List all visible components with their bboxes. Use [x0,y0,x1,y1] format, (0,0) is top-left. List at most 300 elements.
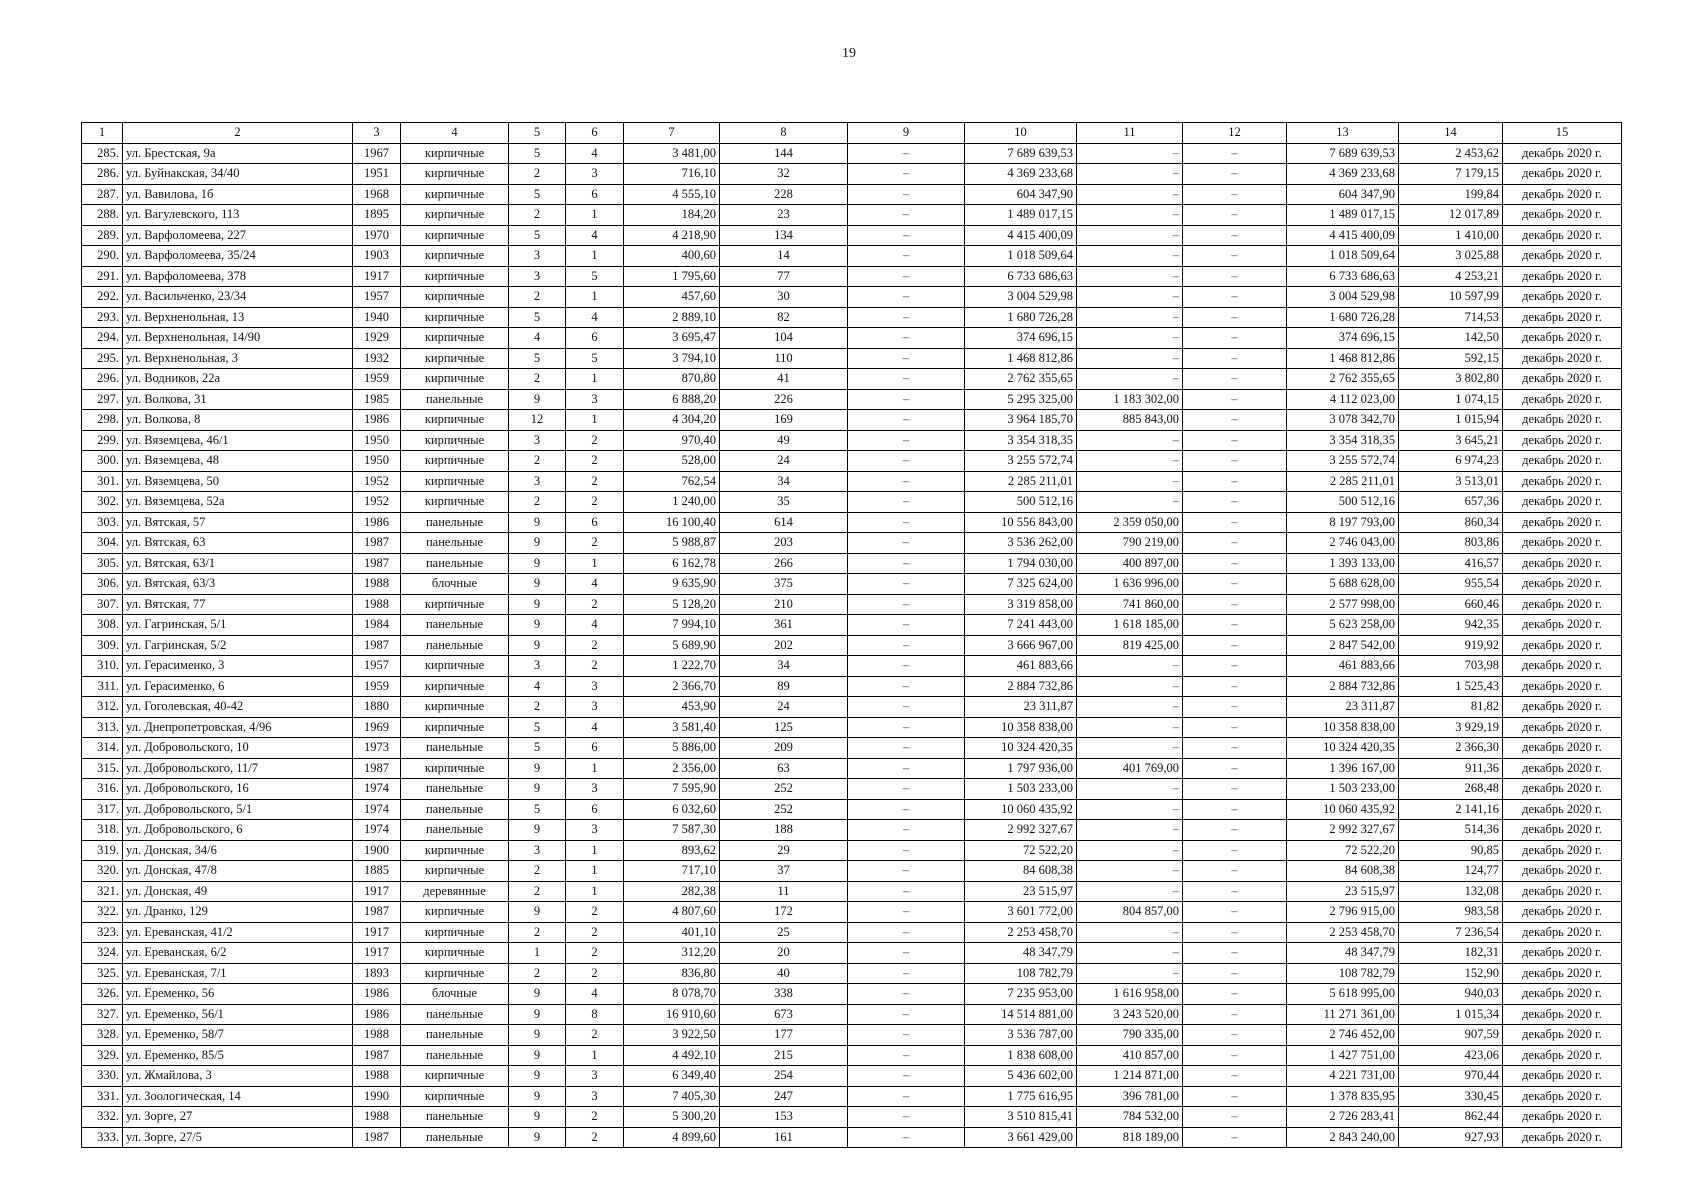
area-cell: 6 349,40 [624,1066,720,1087]
area-cell: 6 888,20 [624,389,720,410]
col11-cell: 790 335,00 [1077,1025,1183,1046]
entrances-cell: 2 [566,1107,624,1128]
year-cell: 1880 [353,697,401,718]
col12-cell: – [1183,307,1287,328]
table-row [82,348,1622,369]
floors-cell: 9 [509,1127,566,1148]
col10-cell: 2 285 211,01 [965,471,1077,492]
area-cell: 4 807,60 [624,902,720,923]
col9-cell: – [848,840,965,861]
col13-cell: 10 358 838,00 [1287,717,1399,738]
col9-cell: – [848,676,965,697]
address-cell: ул. Гагринская, 5/2 [123,635,353,656]
col11-cell: 741 860,00 [1077,594,1183,615]
col13-cell: 1 503 233,00 [1287,779,1399,800]
col13-cell: 23 515,97 [1287,881,1399,902]
col11-cell: – [1077,225,1183,246]
wall-material-cell: кирпичные [401,430,509,451]
col10-cell: 4 415 400,09 [965,225,1077,246]
col12-cell: – [1183,451,1287,472]
residents-cell: 247 [720,1086,848,1107]
col12-cell: – [1183,1107,1287,1128]
col14-cell: 940,03 [1399,984,1503,1005]
deadline-cell: декабрь 2020 г. [1503,225,1622,246]
wall-material-cell: кирпичные [401,471,509,492]
col12-cell: – [1183,779,1287,800]
address-cell: ул. Добровольского, 11/7 [123,758,353,779]
row-number: 328. [82,1025,123,1046]
table-row [82,246,1622,267]
deadline-cell: декабрь 2020 г. [1503,205,1622,226]
col12-cell: – [1183,963,1287,984]
entrances-cell: 2 [566,492,624,513]
col9-cell: – [848,184,965,205]
col13-cell: 2 992 327,67 [1287,820,1399,841]
col10-cell: 2 884 732,86 [965,676,1077,697]
table-row [82,1086,1622,1107]
col12-cell: – [1183,246,1287,267]
col10-cell: 3 964 185,70 [965,410,1077,431]
address-cell: ул. Ереванская, 7/1 [123,963,353,984]
residents-cell: 23 [720,205,848,226]
col13-cell: 2 253 458,70 [1287,922,1399,943]
deadline-cell: декабрь 2020 г. [1503,389,1622,410]
col11-cell: – [1077,369,1183,390]
area-cell: 282,38 [624,881,720,902]
housing-register-table [81,122,1622,1148]
row-number: 300. [82,451,123,472]
row-number: 297. [82,389,123,410]
wall-material-cell: кирпичные [401,840,509,861]
address-cell: ул. Ереванская, 41/2 [123,922,353,943]
deadline-cell: декабрь 2020 г. [1503,676,1622,697]
col14-cell: 1 525,43 [1399,676,1503,697]
entrances-cell: 1 [566,246,624,267]
column-header-12: 12 [1183,123,1287,144]
wall-material-cell: блочные [401,574,509,595]
table-row [82,266,1622,287]
col14-cell: 142,50 [1399,328,1503,349]
row-number: 323. [82,922,123,943]
col12-cell: – [1183,143,1287,164]
deadline-cell: декабрь 2020 г. [1503,471,1622,492]
table-row [82,553,1622,574]
residents-cell: 252 [720,779,848,800]
col10-cell: 2 762 355,65 [965,369,1077,390]
col12-cell: – [1183,369,1287,390]
col13-cell: 3 255 572,74 [1287,451,1399,472]
table-row [82,492,1622,513]
column-header-2: 2 [123,123,353,144]
address-cell: ул. Ереванская, 6/2 [123,943,353,964]
floors-cell: 4 [509,328,566,349]
col13-cell: 10 060 435,92 [1287,799,1399,820]
entrances-cell: 3 [566,779,624,800]
deadline-cell: декабрь 2020 г. [1503,717,1622,738]
entrances-cell: 3 [566,820,624,841]
year-cell: 1987 [353,902,401,923]
col14-cell: 592,15 [1399,348,1503,369]
col13-cell: 1 468 812,86 [1287,348,1399,369]
year-cell: 1973 [353,738,401,759]
column-header-11: 11 [1077,123,1183,144]
col10-cell: 1 489 017,15 [965,205,1077,226]
floors-cell: 2 [509,963,566,984]
address-cell: ул. Варфоломеева, 227 [123,225,353,246]
col10-cell: 3 319 858,00 [965,594,1077,615]
col13-cell: 8 197 793,00 [1287,512,1399,533]
col9-cell: – [848,533,965,554]
row-number: 305. [82,553,123,574]
area-cell: 6 162,78 [624,553,720,574]
col14-cell: 1 410,00 [1399,225,1503,246]
deadline-cell: декабрь 2020 г. [1503,143,1622,164]
col10-cell: 1 468 812,86 [965,348,1077,369]
col9-cell: – [848,656,965,677]
row-number: 325. [82,963,123,984]
row-number: 302. [82,492,123,513]
address-cell: ул. Зорге, 27 [123,1107,353,1128]
address-cell: ул. Брестская, 9а [123,143,353,164]
residents-cell: 215 [720,1045,848,1066]
col13-cell: 2 847 542,00 [1287,635,1399,656]
col10-cell: 23 515,97 [965,881,1077,902]
col10-cell: 7 689 639,53 [965,143,1077,164]
row-number: 322. [82,902,123,923]
col9-cell: – [848,328,965,349]
col10-cell: 374 696,15 [965,328,1077,349]
row-number: 309. [82,635,123,656]
col12-cell: – [1183,1025,1287,1046]
col10-cell: 1 018 509,64 [965,246,1077,267]
col13-cell: 2 762 355,65 [1287,369,1399,390]
year-cell: 1895 [353,205,401,226]
area-cell: 401,10 [624,922,720,943]
wall-material-cell: кирпичные [401,594,509,615]
col9-cell: – [848,984,965,1005]
row-number: 317. [82,799,123,820]
col11-cell: 400 897,00 [1077,553,1183,574]
wall-material-cell: кирпичные [401,943,509,964]
deadline-cell: декабрь 2020 г. [1503,984,1622,1005]
residents-cell: 203 [720,533,848,554]
floors-cell: 9 [509,779,566,800]
col14-cell: 423,06 [1399,1045,1503,1066]
wall-material-cell: кирпичные [401,225,509,246]
floors-cell: 4 [509,676,566,697]
col11-cell: 1 618 185,00 [1077,615,1183,636]
col13-cell: 3 354 318,35 [1287,430,1399,451]
col11-cell: – [1077,738,1183,759]
table-row [82,738,1622,759]
floors-cell: 3 [509,266,566,287]
row-number: 326. [82,984,123,1005]
table-row [82,840,1622,861]
year-cell: 1917 [353,922,401,943]
col14-cell: 4 253,21 [1399,266,1503,287]
entrances-cell: 4 [566,615,624,636]
deadline-cell: декабрь 2020 г. [1503,246,1622,267]
entrances-cell: 1 [566,553,624,574]
deadline-cell: декабрь 2020 г. [1503,451,1622,472]
floors-cell: 2 [509,205,566,226]
table-row [82,902,1622,923]
col12-cell: – [1183,471,1287,492]
residents-cell: 338 [720,984,848,1005]
col14-cell: 3 929,19 [1399,717,1503,738]
col9-cell: – [848,779,965,800]
col11-cell: – [1077,164,1183,185]
table-row [82,471,1622,492]
wall-material-cell: кирпичные [401,861,509,882]
col14-cell: 7 179,15 [1399,164,1503,185]
row-number: 294. [82,328,123,349]
residents-cell: 82 [720,307,848,328]
deadline-cell: декабрь 2020 г. [1503,635,1622,656]
year-cell: 1885 [353,861,401,882]
col10-cell: 48 347,79 [965,943,1077,964]
col10-cell: 6 733 686,63 [965,266,1077,287]
floors-cell: 9 [509,1045,566,1066]
col9-cell: – [848,1107,965,1128]
year-cell: 1985 [353,389,401,410]
col11-cell: 1 636 996,00 [1077,574,1183,595]
deadline-cell: декабрь 2020 г. [1503,861,1622,882]
col14-cell: 81,82 [1399,697,1503,718]
table-row [82,1045,1622,1066]
residents-cell: 210 [720,594,848,615]
year-cell: 1952 [353,492,401,513]
col13-cell: 1 680 726,28 [1287,307,1399,328]
col14-cell: 3 025,88 [1399,246,1503,267]
floors-cell: 5 [509,225,566,246]
deadline-cell: декабрь 2020 г. [1503,922,1622,943]
col14-cell: 657,36 [1399,492,1503,513]
year-cell: 1917 [353,943,401,964]
floors-cell: 9 [509,1086,566,1107]
year-cell: 1986 [353,1004,401,1025]
row-number: 287. [82,184,123,205]
deadline-cell: декабрь 2020 г. [1503,430,1622,451]
col10-cell: 23 311,87 [965,697,1077,718]
col9-cell: – [848,246,965,267]
deadline-cell: декабрь 2020 г. [1503,574,1622,595]
col14-cell: 862,44 [1399,1107,1503,1128]
floors-cell: 1 [509,943,566,964]
col12-cell: – [1183,389,1287,410]
row-number: 318. [82,820,123,841]
residents-cell: 169 [720,410,848,431]
col13-cell: 374 696,15 [1287,328,1399,349]
col9-cell: – [848,164,965,185]
address-cell: ул. Вятская, 63 [123,533,353,554]
col9-cell: – [848,430,965,451]
entrances-cell: 1 [566,369,624,390]
entrances-cell: 2 [566,430,624,451]
col13-cell: 2 746 043,00 [1287,533,1399,554]
table-row [82,1025,1622,1046]
entrances-cell: 4 [566,225,624,246]
col13-cell: 2 577 998,00 [1287,594,1399,615]
area-cell: 4 899,60 [624,1127,720,1148]
floors-cell: 9 [509,1004,566,1025]
wall-material-cell: кирпичные [401,266,509,287]
deadline-cell: декабрь 2020 г. [1503,1066,1622,1087]
floors-cell: 9 [509,1107,566,1128]
col13-cell: 11 271 361,00 [1287,1004,1399,1025]
col11-cell: – [1077,676,1183,697]
floors-cell: 5 [509,184,566,205]
col9-cell: – [848,287,965,308]
column-header-9: 9 [848,123,965,144]
floors-cell: 9 [509,512,566,533]
year-cell: 1987 [353,533,401,554]
table-row [82,984,1622,1005]
col12-cell: – [1183,717,1287,738]
residents-cell: 77 [720,266,848,287]
row-number: 306. [82,574,123,595]
col13-cell: 7 689 639,53 [1287,143,1399,164]
area-cell: 9 635,90 [624,574,720,595]
residents-cell: 144 [720,143,848,164]
col9-cell: – [848,902,965,923]
row-number: 332. [82,1107,123,1128]
entrances-cell: 1 [566,1045,624,1066]
table-row [82,615,1622,636]
year-cell: 1988 [353,574,401,595]
col11-cell: – [1077,348,1183,369]
residents-cell: 375 [720,574,848,595]
deadline-cell: декабрь 2020 г. [1503,1127,1622,1148]
col10-cell: 5 295 325,00 [965,389,1077,410]
col11-cell: – [1077,697,1183,718]
year-cell: 1917 [353,881,401,902]
year-cell: 1968 [353,184,401,205]
col12-cell: – [1183,881,1287,902]
col10-cell: 10 060 435,92 [965,799,1077,820]
col11-cell: – [1077,840,1183,861]
wall-material-cell: панельные [401,799,509,820]
entrances-cell: 1 [566,410,624,431]
row-number: 327. [82,1004,123,1025]
address-cell: ул. Еременко, 58/7 [123,1025,353,1046]
col10-cell: 1 503 233,00 [965,779,1077,800]
residents-cell: 104 [720,328,848,349]
col13-cell: 1 018 509,64 [1287,246,1399,267]
column-header-4: 4 [401,123,509,144]
floors-cell: 9 [509,574,566,595]
floors-cell: 5 [509,348,566,369]
address-cell: ул. Гоголевская, 40-42 [123,697,353,718]
col9-cell: – [848,615,965,636]
col13-cell: 4 221 731,00 [1287,1066,1399,1087]
entrances-cell: 6 [566,799,624,820]
table-row [82,533,1622,554]
row-number: 291. [82,266,123,287]
residents-cell: 266 [720,553,848,574]
residents-cell: 25 [720,922,848,943]
wall-material-cell: кирпичные [401,246,509,267]
table-body [82,143,1622,1148]
deadline-cell: декабрь 2020 г. [1503,902,1622,923]
address-cell: ул. Донская, 47/8 [123,861,353,882]
wall-material-cell: кирпичные [401,287,509,308]
col10-cell: 2 992 327,67 [965,820,1077,841]
area-cell: 3 481,00 [624,143,720,164]
col14-cell: 919,92 [1399,635,1503,656]
address-cell: ул. Еременко, 56/1 [123,1004,353,1025]
table-row [82,963,1622,984]
col9-cell: – [848,820,965,841]
table-row [82,697,1622,718]
residents-cell: 673 [720,1004,848,1025]
table-row [82,430,1622,451]
col14-cell: 514,36 [1399,820,1503,841]
year-cell: 1986 [353,512,401,533]
row-number: 286. [82,164,123,185]
residents-cell: 188 [720,820,848,841]
row-number: 324. [82,943,123,964]
area-cell: 4 492,10 [624,1045,720,1066]
year-cell: 1959 [353,369,401,390]
col13-cell: 4 112 023,00 [1287,389,1399,410]
floors-cell: 3 [509,246,566,267]
address-cell: ул. Еременко, 56 [123,984,353,1005]
deadline-cell: декабрь 2020 г. [1503,553,1622,574]
floors-cell: 9 [509,594,566,615]
wall-material-cell: кирпичные [401,1086,509,1107]
year-cell: 1969 [353,717,401,738]
year-cell: 1957 [353,287,401,308]
address-cell: ул. Добровольского, 5/1 [123,799,353,820]
col10-cell: 1 775 616,95 [965,1086,1077,1107]
address-cell: ул. Варфоломеева, 378 [123,266,353,287]
floors-cell: 5 [509,799,566,820]
col9-cell: – [848,881,965,902]
floors-cell: 5 [509,307,566,328]
col14-cell: 416,57 [1399,553,1503,574]
col9-cell: – [848,758,965,779]
year-cell: 1974 [353,779,401,800]
col14-cell: 714,53 [1399,307,1503,328]
year-cell: 1929 [353,328,401,349]
row-number: 331. [82,1086,123,1107]
entrances-cell: 2 [566,922,624,943]
deadline-cell: декабрь 2020 г. [1503,963,1622,984]
residents-cell: 89 [720,676,848,697]
entrances-cell: 4 [566,984,624,1005]
deadline-cell: декабрь 2020 г. [1503,594,1622,615]
col12-cell: – [1183,820,1287,841]
col14-cell: 703,98 [1399,656,1503,677]
floors-cell: 5 [509,717,566,738]
wall-material-cell: панельные [401,615,509,636]
col12-cell: – [1183,430,1287,451]
table-row [82,758,1622,779]
wall-material-cell: панельные [401,820,509,841]
entrances-cell: 1 [566,287,624,308]
col12-cell: – [1183,287,1287,308]
year-cell: 1950 [353,451,401,472]
address-cell: ул. Волкова, 8 [123,410,353,431]
year-cell: 1984 [353,615,401,636]
row-number: 315. [82,758,123,779]
col11-cell: 818 189,00 [1077,1127,1183,1148]
address-cell: ул. Днепропетровская, 4/96 [123,717,353,738]
col11-cell: – [1077,328,1183,349]
area-cell: 716,10 [624,164,720,185]
entrances-cell: 2 [566,1025,624,1046]
